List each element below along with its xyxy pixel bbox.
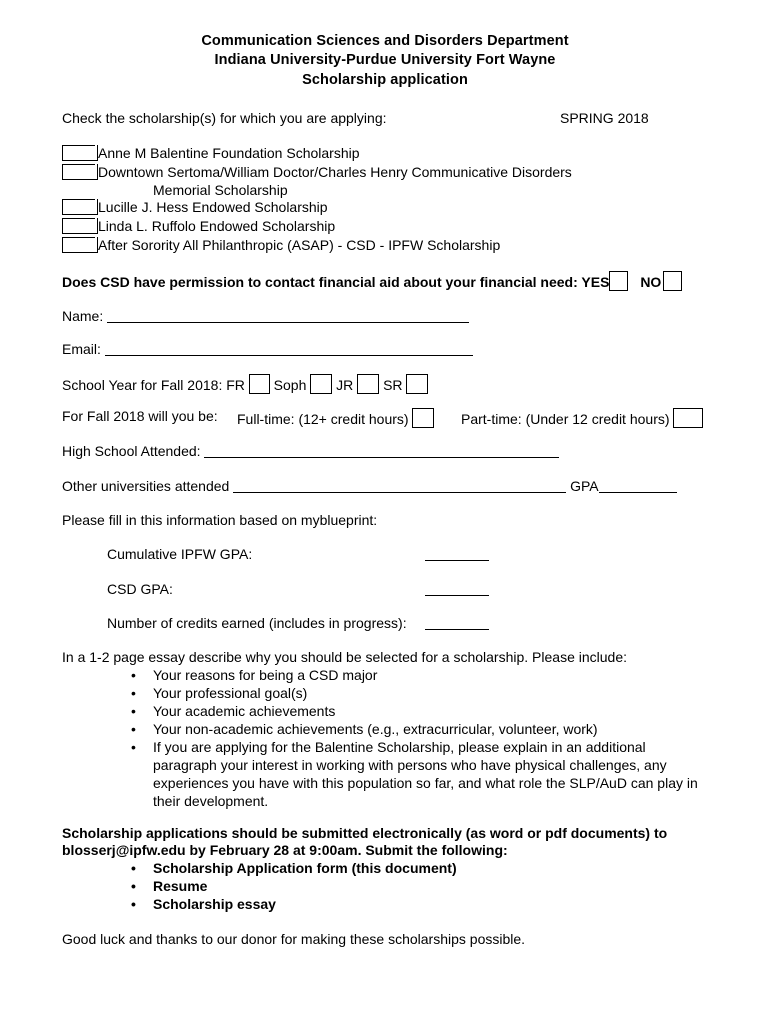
email-label: Email:	[62, 341, 101, 357]
permission-no-label: NO	[640, 274, 662, 290]
list-item: • Your professional goal(s)	[131, 685, 308, 701]
essay-list	[131, 666, 698, 810]
department-title: Communication Sciences and Disorders Department	[201, 33, 569, 49]
form-title: Scholarship application	[302, 72, 468, 88]
scholarship-checkbox[interactable]	[62, 237, 98, 253]
csd-gpa-label: CSD GPA:	[107, 581, 173, 597]
other-universities-field[interactable]	[233, 478, 566, 493]
scholarship-option-ruffolo	[62, 218, 335, 234]
scholarship-checkbox[interactable]	[62, 145, 98, 161]
parttime-option	[461, 408, 703, 428]
high-school-field[interactable]	[204, 443, 559, 458]
list-item: • If you are applying for the Balentine Scholarship, please explain in an additional paragraph your interest in working with persons who have physical challenges, any experiences you have with this population so far, and what role the SLP/AuD can play in their development.	[131, 739, 698, 809]
permission-question-text: Does CSD have permission to contact financial aid about your financial need: YES	[62, 274, 610, 290]
fulltime-label: Full-time: (12+ credit hours)	[237, 411, 409, 427]
other-universities-label: Other universities attended	[62, 478, 230, 494]
list-item: • Your reasons for being a CSD major	[131, 667, 378, 683]
myblueprint-prompt: Please fill in this information based on myblueprint:	[62, 512, 378, 528]
scholarship-option-balentine	[62, 145, 360, 161]
sr-checkbox[interactable]	[406, 374, 428, 394]
fall-enrollment-row	[62, 408, 218, 424]
submission-line-2: blosserj@ipfw.edu by February 28 at 9:00am. Submit the following:	[62, 842, 508, 858]
credits-field[interactable]	[425, 615, 489, 630]
soph-label: Soph	[273, 377, 307, 393]
name-label: Name:	[62, 308, 104, 324]
submission-line-1: Scholarship applications should be submitted electronically (as word or pdf documents) to	[62, 825, 668, 841]
fulltime-option	[237, 408, 434, 428]
fall-prompt-label: For Fall 2018 will you be:	[62, 408, 218, 424]
permission-yes-checkbox[interactable]	[609, 271, 628, 291]
gpa-label: GPA	[570, 478, 599, 494]
essay-intro: In a 1-2 page essay describe why you should be selected for a scholarship. Please include:	[62, 649, 628, 665]
name-row	[62, 308, 469, 324]
other-universities-row	[62, 478, 677, 494]
jr-checkbox[interactable]	[357, 374, 379, 394]
scholarship-label: Lucille J. Hess Endowed Scholarship	[98, 199, 328, 215]
parttime-checkbox[interactable]	[673, 408, 703, 428]
university-title: Indiana University-Purdue University Fort Wayne	[214, 52, 556, 68]
fulltime-checkbox[interactable]	[412, 408, 434, 428]
permission-question	[62, 271, 682, 291]
submission-list	[131, 859, 457, 913]
list-item: • Scholarship Application form (this document)	[131, 860, 457, 876]
scholarship-label-continued: Memorial Scholarship	[153, 182, 288, 198]
parttime-label: Part-time: (Under 12 credit hours)	[461, 411, 670, 427]
email-field[interactable]	[105, 341, 473, 356]
jr-label: JR	[336, 377, 354, 393]
email-row	[62, 341, 473, 357]
high-school-row	[62, 443, 559, 459]
fr-checkbox[interactable]	[249, 374, 270, 394]
school-year-label: School Year for Fall 2018: FR	[62, 377, 245, 393]
list-item: • Scholarship essay	[131, 896, 276, 912]
high-school-label: High School Attended:	[62, 443, 201, 459]
scholarship-label: Anne M Balentine Foundation Scholarship	[98, 145, 360, 161]
credits-label: Number of credits earned (includes in progress):	[107, 615, 407, 631]
soph-checkbox[interactable]	[310, 374, 332, 394]
scholarship-label: Linda L. Ruffolo Endowed Scholarship	[98, 218, 336, 234]
cumulative-gpa-field[interactable]	[425, 546, 489, 561]
scholarship-checkbox[interactable]	[62, 199, 98, 215]
sr-label: SR	[383, 377, 403, 393]
gpa-field[interactable]	[599, 478, 677, 493]
scholarship-label: After Sorority All Philanthropic (ASAP) - CSD - IPFW Scholarship	[98, 237, 501, 253]
scholarship-option-sertoma	[62, 164, 572, 180]
list-item: • Resume	[131, 878, 208, 894]
school-year-row	[62, 374, 428, 394]
scholarship-checkbox[interactable]	[62, 218, 98, 234]
name-field[interactable]	[107, 308, 469, 323]
scholarship-option-hess	[62, 199, 328, 215]
scholarship-option-asap	[62, 237, 500, 253]
list-item: • Your non-academic achievements (e.g., extracurricular, volunteer, work)	[131, 721, 598, 737]
term-label: SPRING 2018	[560, 110, 649, 126]
scholarship-checkbox[interactable]	[62, 164, 98, 180]
csd-gpa-field[interactable]	[425, 581, 489, 596]
scholarship-label: Downtown Sertoma/William Doctor/Charles Henry Communicative Disorders	[98, 164, 572, 180]
closing-text: Good luck and thanks to our donor for making these scholarships possible.	[62, 931, 526, 947]
list-item: • Your academic achievements	[131, 703, 336, 719]
check-prompt: Check the scholarship(s) for which you are applying:	[62, 110, 387, 126]
permission-no-checkbox[interactable]	[663, 271, 682, 291]
cumulative-gpa-label: Cumulative IPFW GPA:	[107, 546, 253, 562]
